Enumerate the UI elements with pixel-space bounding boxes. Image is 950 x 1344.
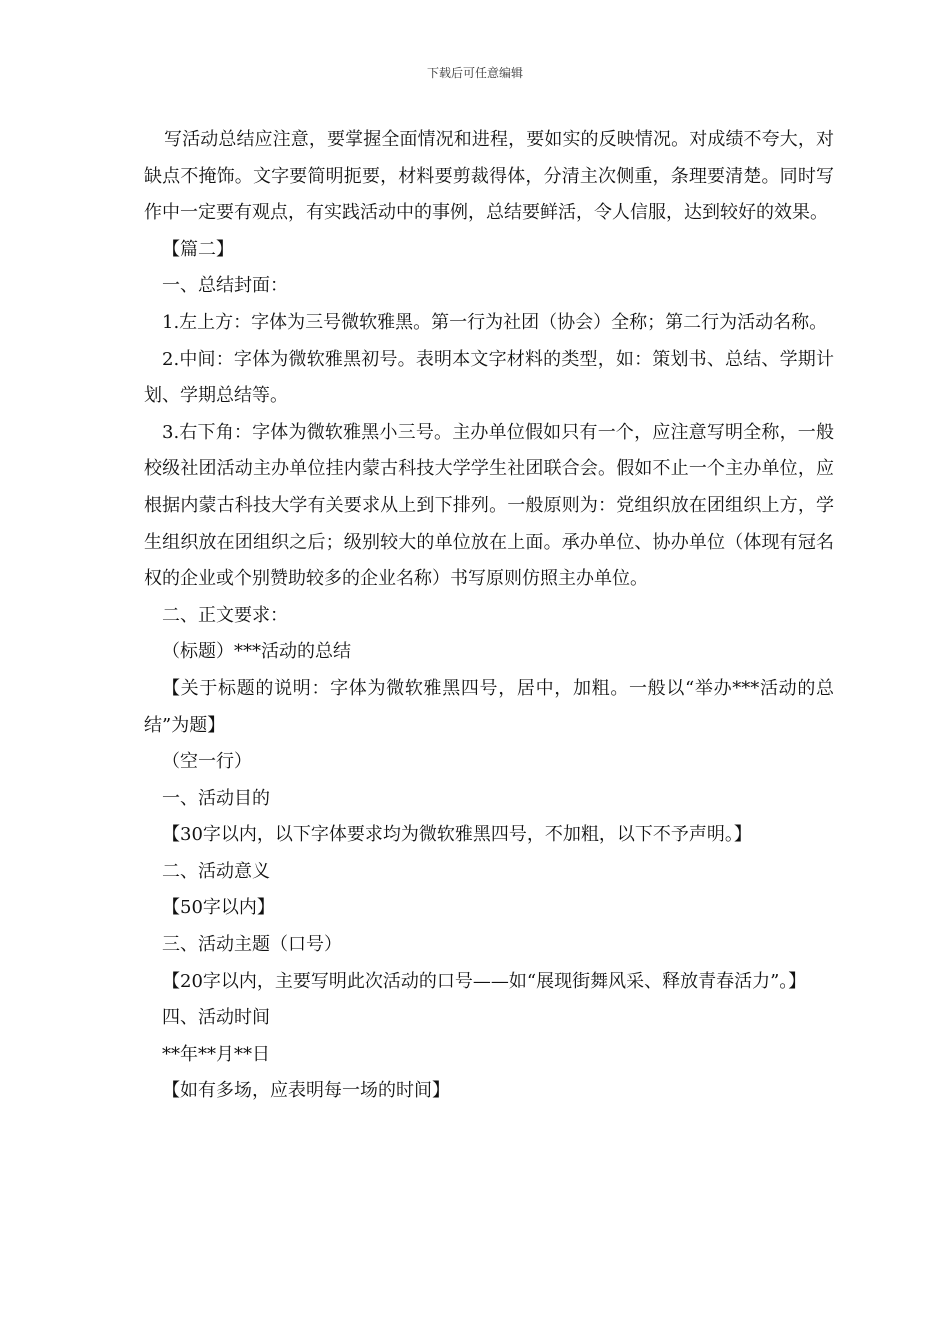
paragraph-intro: 写活动总结应注意，要掌握全面情况和进程，要如实的反映情况。对成绩不夸大，对缺点不掩饰。文字要简明扼要，材料要剪裁得体，分清主次侧重，条理要清楚。同时写作中一定要有观点，有实践活动中的事例，总结要鲜活，令人信服，达到较好的效果。 [144,129,834,224]
heading-purpose: 一、活动目的 [162,787,270,809]
list-item-bottom-right: 3.右下角：字体为微软雅黑小三号。主办单位假如只有一个，应注意写明全称，一般校级社团活动主办单位挂内蒙古科技大学学生社团联合会。假如不止一个主办单位，应根据内蒙古科技大学有关要求从上到下排列。一般原则为：党组织放在团组织上方，学生组织放在团组织之后；级别较大的单位放在上面。承办单位、协办单位（体现有冠名权的企业或个别赞助较多的企业名称）书写原则仿照主办单位。 [144,421,834,590]
title-placeholder: （标题）***活动的总结 [162,641,351,663]
heading-cover: 一、总结封面： [162,275,288,297]
list-item-center: 2.中间：字体为微软雅黑初号。表明本文字材料的类型，如：策划书、总结、学期计划、学期总结等。 [144,348,834,407]
time-note: 【如有多场，应表明每一场的时间】 [162,1080,450,1102]
theme-note: 【20字以内，主要写明此次活动的口号——如“展现街舞风采、释放青春活力”。】 [162,970,807,992]
heading-significance: 二、活动意义 [162,860,270,882]
blank-line-note: （空一行） [162,751,252,773]
page-header: 下载后可任意编辑 [426,66,523,80]
list-item-top-left: 1.左上方：字体为三号微软雅黑。第一行为社团（协会）全称；第二行为活动名称。 [162,311,828,333]
purpose-note: 【30字以内，以下字体要求均为微软雅黑四号，不加粗，以下不予声明。】 [162,824,752,846]
heading-body-requirements: 二、正文要求： [162,604,288,626]
heading-time: 四、活动时间 [162,1007,270,1029]
document-body [144,122,834,1110]
title-note: 【关于标题的说明：字体为微软雅黑四号，居中，加粗。一般以“举办***活动的总结”为题】 [144,677,834,736]
date-placeholder: **年**月**日 [162,1043,270,1065]
section-heading-part-two: 【篇二】 [162,238,234,260]
significance-note: 【50字以内】 [162,897,275,919]
heading-theme: 三、活动主题（口号） [162,934,342,956]
